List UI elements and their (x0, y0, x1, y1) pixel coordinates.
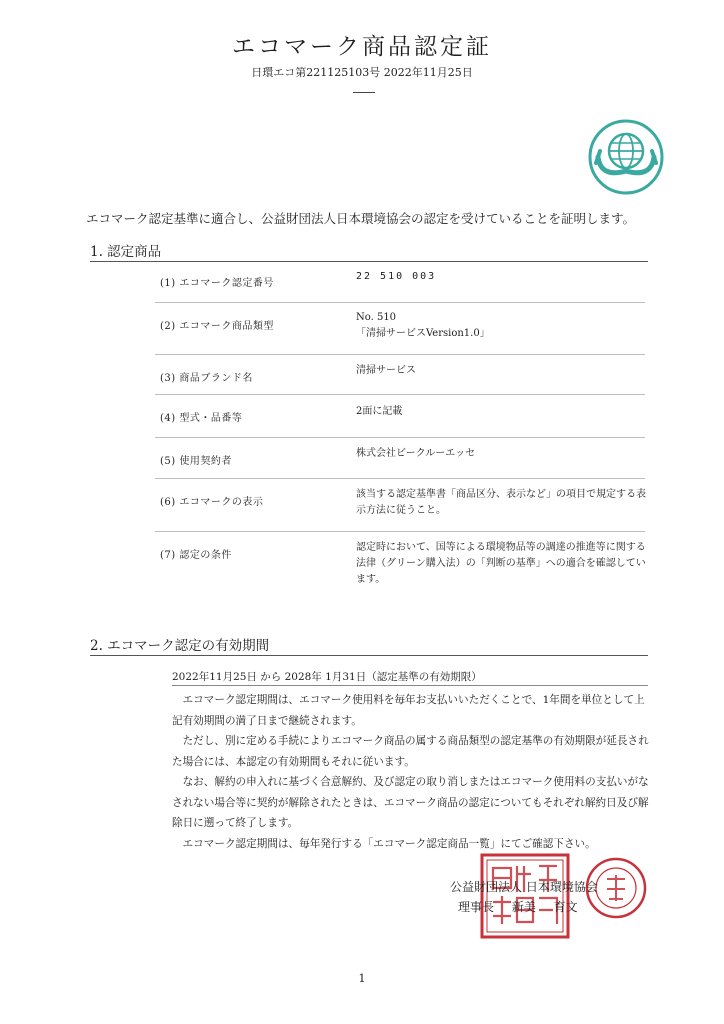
page-title: エコマーク商品認定証 (232, 34, 492, 60)
row-value-licensee: 株式会社ビークルーエッセ (356, 448, 476, 459)
row-divider (155, 531, 645, 532)
validity-paragraphs (172, 690, 652, 854)
section-2-rule (90, 655, 648, 656)
section-1-rule (90, 261, 648, 262)
row-label-licensee: (5) 使用契約者 (160, 456, 232, 467)
square-red-seal-icon (479, 852, 571, 940)
paragraph-4: エコマーク認定期間は、毎年発行する「エコマーク認定商品一覧」にてご確認下さい。 (182, 837, 596, 850)
row-divider (155, 478, 645, 479)
row-label-conditions: (7) 認定の条件 (160, 550, 232, 561)
paragraph-2: ただし、別に定める手続によりエコマーク商品の属する商品類型の認定基準の有効期限が延長された場合には、本認定の有効期間もそれに従います。 (172, 735, 649, 768)
paragraph-1: エコマーク認定期間は、エコマーク使用料を毎年お支払いいただくことで、1年間を単位として上記有効期間の満了日まで継続されます。 (172, 694, 645, 727)
row-value-mark-display: 該当する認定基準書「商品区分、表示など」の項目で規定する表示方法に従うこと。 (356, 489, 646, 516)
row-label-model: (4) 型式・品番等 (160, 413, 243, 424)
issuer-representative: 理事長 新美 育文 (458, 900, 578, 914)
row-divider (155, 302, 645, 303)
row-label-mark-display: (6) エコマークの表示 (160, 497, 264, 508)
row-value-product-category-name: 「清掃サービスVersion1.0」 (356, 328, 490, 339)
row-label-brand: (3) 商品ブランド名 (160, 373, 253, 384)
row-label-product-category: (2) エコマーク商品類型 (160, 321, 274, 332)
certification-statement: エコマーク認定基準に適合し、公益財団法人日本環境協会の認定を受けていることを証明します。 (86, 211, 636, 226)
row-divider (155, 354, 645, 355)
row-value-product-category-no: No. 510 (356, 312, 397, 323)
period-rule (172, 685, 648, 686)
paragraph-3: なお、解約の申入れに基づく合意解約、及び認定の取り消しまたはエコマーク使用料の支払いがなされない場合等に契約が解除されたときは、エコマーク商品の認定についてもそれぞれ解約日及び解除日に遡って終了します。 (172, 776, 649, 829)
row-value-model: 2面に記載 (356, 406, 403, 417)
ecomark-logo-icon (586, 117, 666, 197)
row-divider (155, 394, 645, 395)
row-label-cert-number: (1) エコマーク認定番号 (160, 278, 274, 289)
row-divider (155, 437, 645, 438)
row-value-conditions: 認定時において、国等による環境物品等の調達の推進等に関する法律（グリーン購入法）の「判断の基準」への適合を確認しています。 (356, 542, 646, 585)
section-1-heading: 1. 認定商品 (90, 244, 162, 260)
page-number: 1 (358, 972, 366, 985)
row-value-brand: 清掃サービス (356, 365, 416, 376)
certificate-number-date: 日環エコ第221125103号 2022年11月25日 (251, 66, 473, 79)
row-value-cert-number: 22 510 003 (356, 271, 437, 282)
issuer-organization: 公益財団法人 日本環境協会 (450, 880, 598, 894)
title-divider (353, 92, 375, 93)
section-2-heading: 2. エコマーク認定の有効期間 (90, 638, 270, 654)
validity-period: 2022年11月25日 から 2028年 1月31日（認定基準の有効期限） (172, 671, 482, 683)
